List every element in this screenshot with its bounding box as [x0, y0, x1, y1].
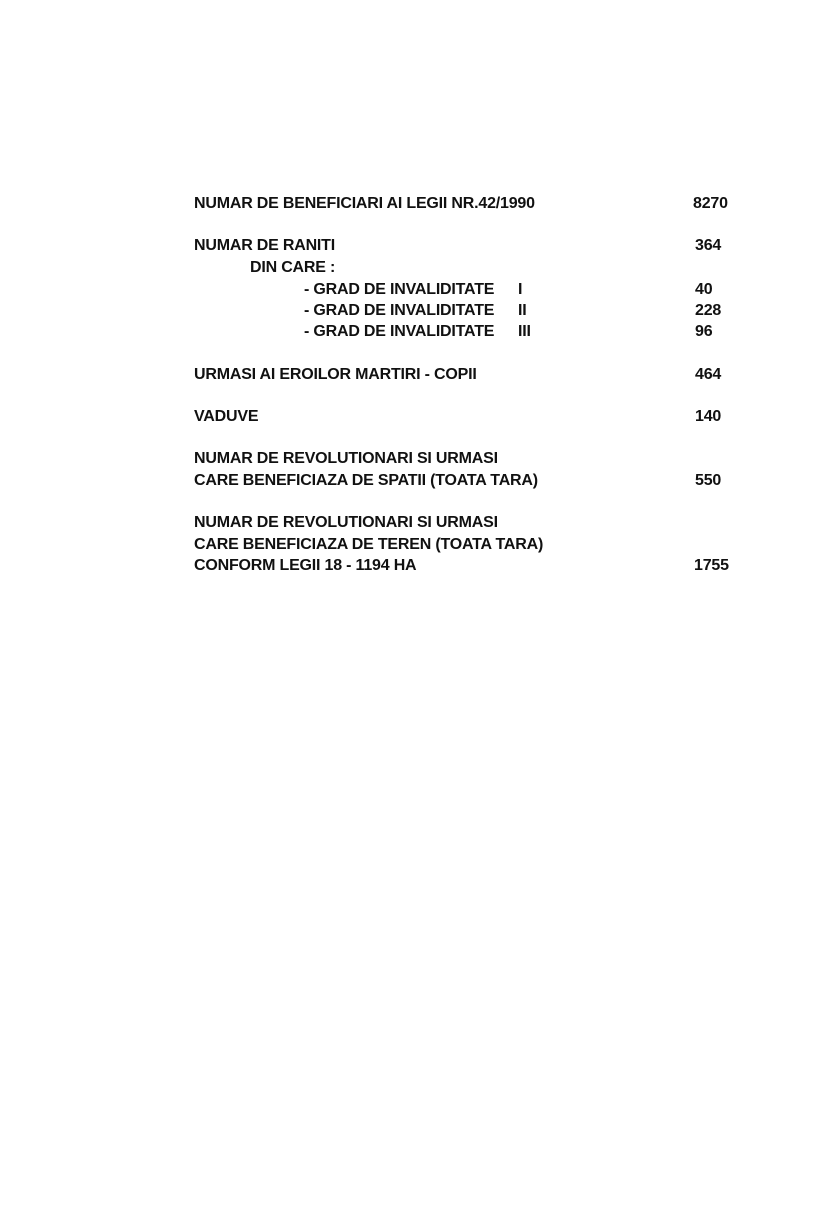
urmasi-copii-label: URMASI AI EROILOR MARTIRI - COPII — [194, 366, 477, 383]
spatii-line-2: CARE BENEFICIAZA DE SPATII (TOATA TARA) — [194, 472, 538, 489]
grad-1-text: - GRAD DE INVALIDITATE — [304, 281, 495, 298]
vaduve-label: VADUVE — [194, 408, 259, 425]
teren-line-2: CARE BENEFICIAZA DE TEREN (TOATA TARA) — [194, 536, 544, 553]
grad-1-value: 40 — [695, 281, 713, 298]
grad-1-roman: I — [518, 281, 523, 298]
grad-2-label — [304, 301, 527, 321]
raniti-label: NUMAR DE RANITI — [194, 237, 335, 254]
grad-3-roman: III — [518, 323, 531, 340]
grad-3-value: 96 — [695, 323, 713, 340]
spatii-line-1: NUMAR DE REVOLUTIONARI SI URMASI — [194, 450, 498, 467]
teren-line-1: NUMAR DE REVOLUTIONARI SI URMASI — [194, 514, 498, 531]
beneficiari-label: NUMAR DE BENEFICIARI AI LEGII NR.42/1990 — [194, 195, 535, 212]
teren-value: 1755 — [694, 557, 729, 574]
grad-1-label — [304, 280, 522, 300]
vaduve-value: 140 — [695, 408, 722, 425]
grad-3-label — [304, 322, 531, 342]
grad-3-text: - GRAD DE INVALIDITATE — [304, 323, 495, 340]
raniti-value: 364 — [695, 237, 722, 254]
beneficiari-value: 8270 — [693, 195, 728, 212]
grad-2-value: 228 — [695, 302, 722, 319]
grad-2-roman: II — [518, 302, 527, 319]
grad-2-text: - GRAD DE INVALIDITATE — [304, 302, 495, 319]
teren-line-3: CONFORM LEGII 18 - 1194 HA — [194, 557, 417, 574]
din-care-label: DIN CARE : — [250, 259, 336, 276]
urmasi-copii-value: 464 — [695, 366, 722, 383]
spatii-value: 550 — [695, 472, 722, 489]
